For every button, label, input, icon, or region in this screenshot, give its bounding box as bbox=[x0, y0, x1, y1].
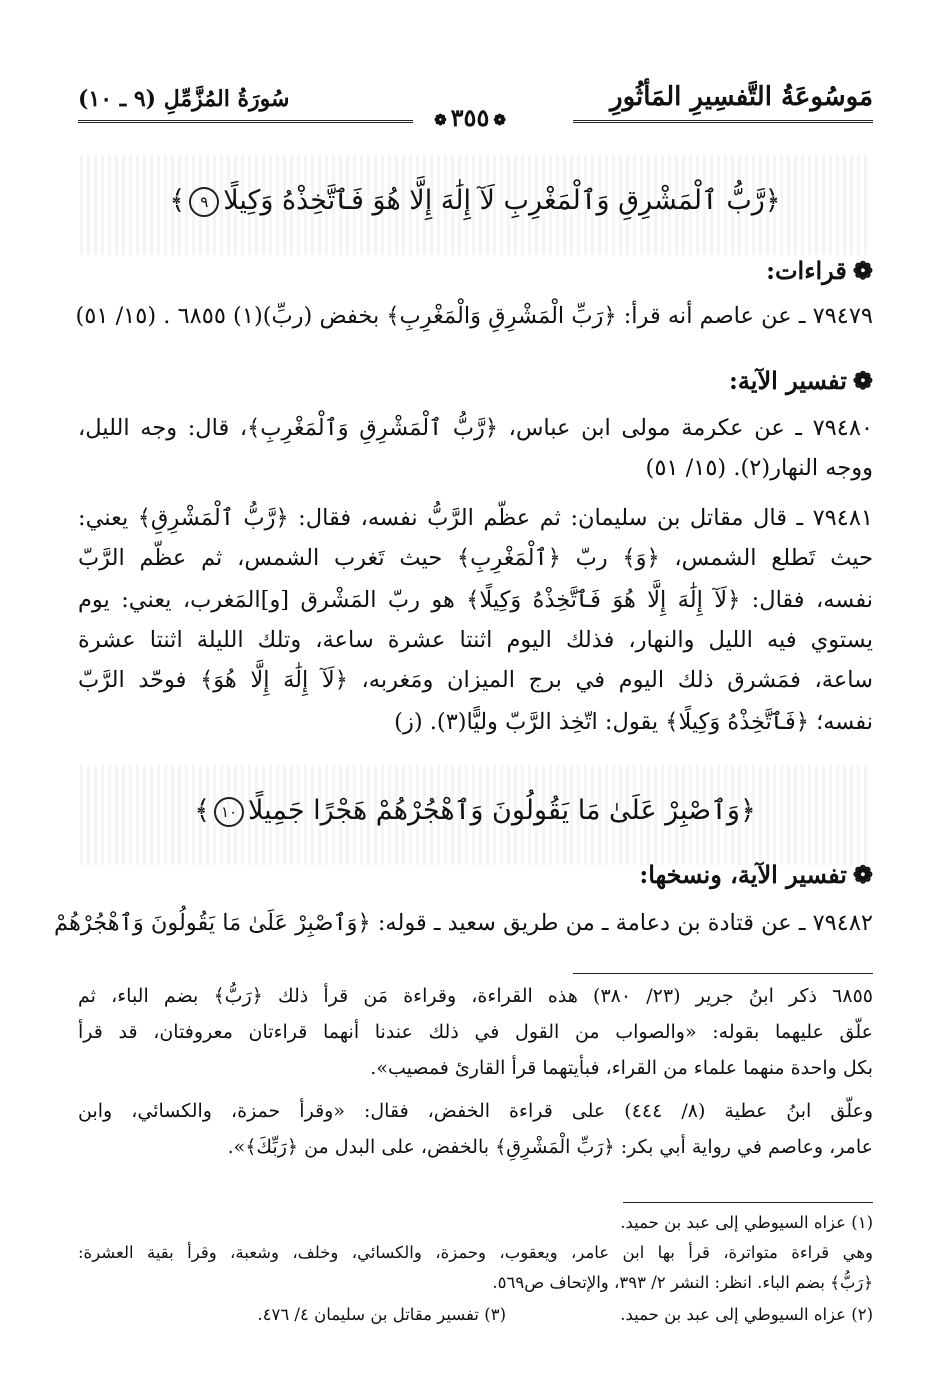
heading-tafsir bbox=[729, 366, 873, 395]
text-line: ٧٩٤٧٩ ـ عن عاصم أنه قرأ: ﴿رَبِّ الْمَشْرِقِ وَالْمَغْرِبِ﴾ بخفض (ربِّ)(١) ٦٨٥٥ . (١٥/ ٥١) bbox=[75, 303, 873, 329]
note-line: عامر، وعاصم في رواية أبي بكر: ﴿رَبِّ الْمَشْرِقِ﴾ بالخفض، على البدل من ﴿رَبِّكَ﴾». bbox=[227, 1136, 873, 1158]
page-number-text: ٣٥٥ bbox=[450, 103, 490, 132]
verse-text: ﴿رَّبُّ ٱلْمَشْرِقِ وَٱلْمَغْرِبِ لَآ إِلَٰهَ إِلَّا هُوَ فَٱتَّخِذْهُ وَكِيلًا bbox=[223, 185, 781, 216]
header-rule-right bbox=[573, 120, 873, 123]
verse-10 bbox=[80, 795, 870, 827]
text-line: نفسه؛ ﴿فَٱتَّخِذْهُ وَكِيلًا﴾ يقول: اتّخِذ الرَّبّ وليًّا(٣). (ز) bbox=[394, 709, 873, 735]
flower-icon: ❁ bbox=[852, 860, 873, 889]
note-line: بكل واحدة منهما علماء من القراء، فبأيتهما قرأ القارئ فمصيب». bbox=[370, 1057, 873, 1079]
flower-icon: ❁ bbox=[852, 256, 873, 285]
verse-text: ﴿وَٱصْبِرْ عَلَىٰ مَا يَقُولُونَ وَٱهْجُرْهُمْ هَجْرًا جَمِيلًا bbox=[248, 795, 756, 826]
header-rule-left bbox=[78, 120, 413, 123]
footnote-line: (١) عزاه السيوطي إلى عبد بن حميد. bbox=[620, 1213, 873, 1232]
ayah-number-icon: ١٠ bbox=[214, 797, 244, 827]
ornament-icon: ❁ bbox=[434, 110, 447, 129]
note-line: ٦٨٥٥ ذكر ابنُ جرير (٢٣/ ٣٨٠) هذه القراءة، وقراءة مَن قرأ ذلك ﴿رَبُّ﴾ بضم الباء، ثم bbox=[78, 985, 873, 1007]
verse-close: ﴾ bbox=[194, 795, 211, 826]
page-number bbox=[415, 103, 525, 132]
text-line: ساعة، فمَشرق ذلك اليوم في برج الميزان ومَغربه، ﴿لَآ إِلَٰهَ إِلَّا هُوَ﴾ فوحّد الرَّبّ bbox=[78, 667, 873, 693]
heading-text: تفسير الآية: bbox=[729, 366, 847, 395]
ornament-icon: ❁ bbox=[493, 110, 506, 129]
surah-label: سُورَةُ المُزَّمِّلِ (٩ ـ ١٠) bbox=[78, 86, 290, 112]
heading-text: قراءات: bbox=[766, 256, 847, 285]
note-line: علّق عليهما بقوله: «والصواب من القول في ذلك عندنا أنهما قراءتان معروفتان، قد قرأ bbox=[78, 1021, 873, 1043]
footnote-rule bbox=[623, 1202, 873, 1203]
text-line: حيث تَطلع الشمس، ﴿وَ﴾ ربّ ﴿ٱلْمَغْرِبِ﴾ حيث تَغرب الشمس، ثم عظّم الرَّبّ bbox=[78, 545, 873, 571]
text-line: يستوي فيه الليل والنهار، فذلك اليوم اثنتا عشرة ساعة، وتلك الليلة اثنتا عشرة bbox=[78, 627, 873, 653]
flower-icon: ❁ bbox=[852, 366, 873, 395]
text-line: ٧٩٤٨٠ ـ عن عكرمة مولى ابن عباس، ﴿رَّبُّ ٱلْمَشْرِقِ وَٱلْمَغْرِبِ﴾، قال: وجه الليل، bbox=[78, 415, 873, 441]
footnote-line: (٣) تفسير مقاتل بن سليمان ٤/ ٤٧٦. bbox=[257, 1305, 506, 1324]
verse-close: ﴾ bbox=[169, 185, 186, 216]
ayah-number-icon: ٩ bbox=[189, 187, 219, 217]
footnote-rule bbox=[573, 973, 873, 974]
heading-qiraat bbox=[766, 256, 873, 285]
text-line: ٧٩٤٨١ ـ قال مقاتل بن سليمان: ثم عظّم الرَّبُّ نفسه، فقال: ﴿رَّبُّ ٱلْمَشْرِقِ﴾ يعني: bbox=[78, 505, 873, 531]
text-line: نفسه، فقال: ﴿لَآ إِلَٰهَ إِلَّا هُوَ فَٱتَّخِذْهُ وَكِيلًا﴾ هو ربّ المَشْرق [و]المَغرب، يعني: يوم bbox=[78, 587, 873, 613]
footnote-line: وهي قراءة متواترة، قرأ بها ابن عامر، ويعقوب، وحمزة، والكسائي، وخلف، وشعبة، وقرأ بقية العشرة: bbox=[78, 1243, 873, 1262]
heading-tafsir-naskh bbox=[639, 860, 873, 889]
text-line: ووجه النهار(٢). (١٥/ ٥١) bbox=[645, 455, 873, 481]
verse-9 bbox=[80, 185, 870, 217]
footnote-line: (٢) عزاه السيوطي إلى عبد بن حميد. bbox=[620, 1305, 873, 1324]
book-title: مَوسُوعَةُ التَّفسِيرِ المَأثُورِ bbox=[610, 82, 873, 112]
text-line: ٧٩٤٨٢ ـ عن قتادة بن دعامة ـ من طريق سعيد ـ قوله: ﴿وَٱصْبِرْ عَلَىٰ مَا يَقُولُونَ وَٱهْجُرْهُمْ bbox=[54, 910, 873, 936]
heading-text: تفسير الآية، ونسخها: bbox=[639, 860, 847, 889]
note-line: وعلّق ابنُ عطية (٨/ ٤٤٤) على قراءة الخفض، فقال: «وقرأ حمزة، والكسائي، وابن bbox=[78, 1100, 873, 1122]
footnote-line: ﴿رَبُّ﴾ بضم الباء. انظر: النشر ٢/ ٣٩٣، والإتحاف ص٥٦٩. bbox=[492, 1273, 873, 1292]
